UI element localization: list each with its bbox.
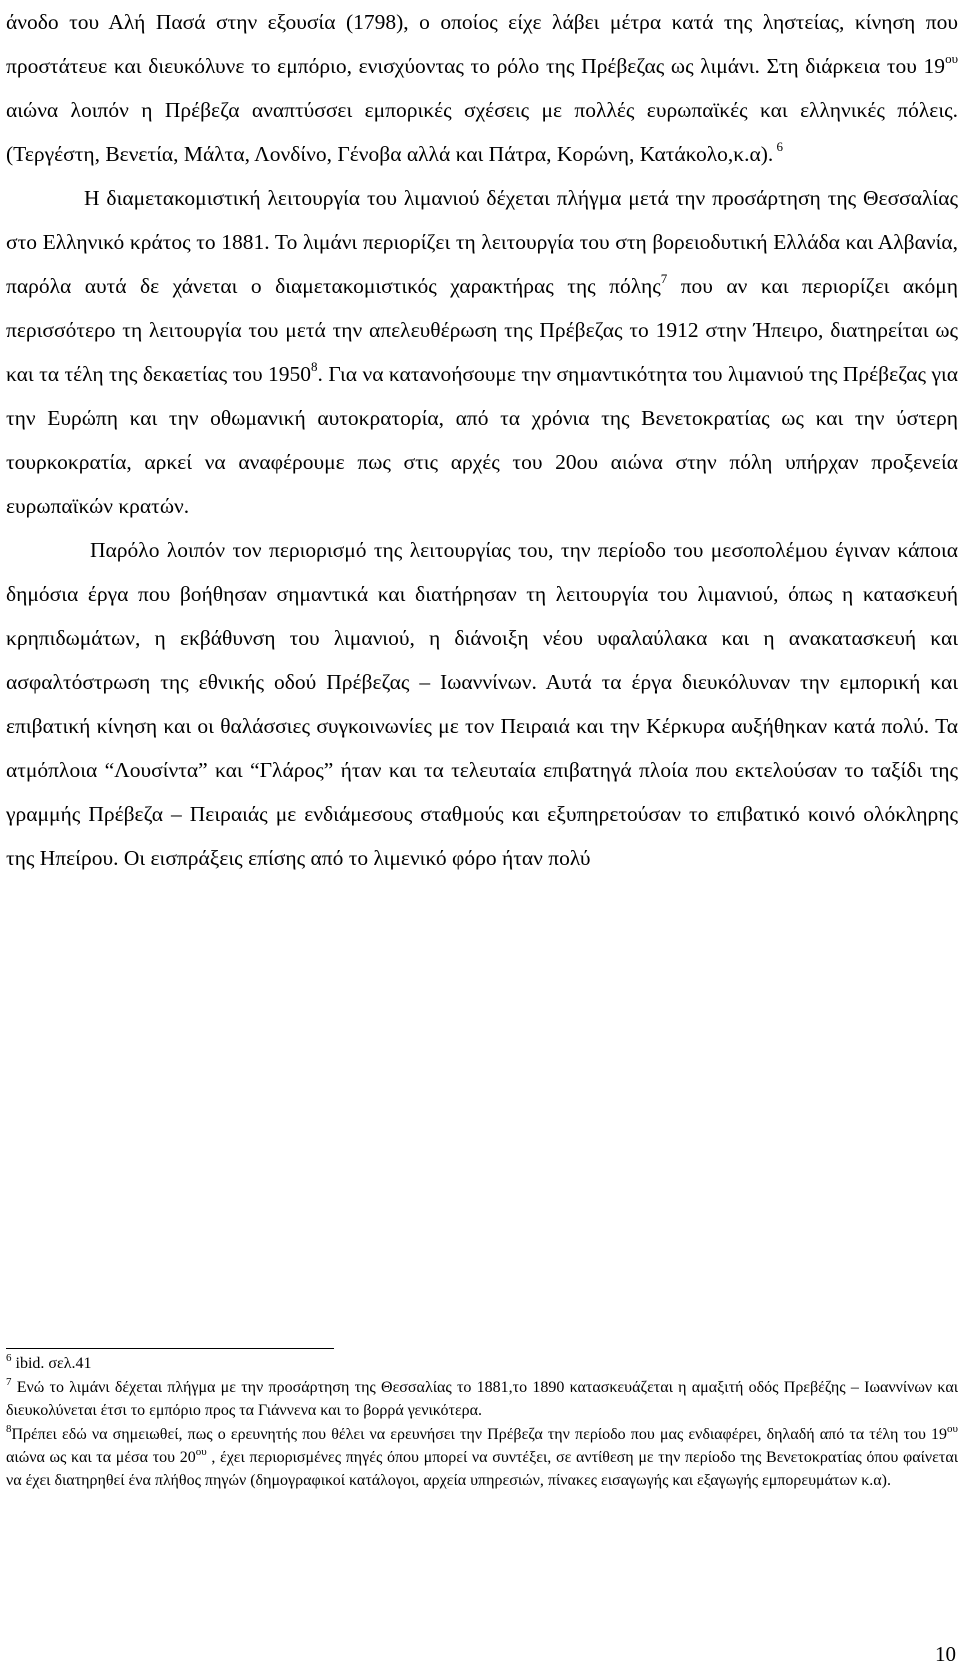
footnote-7 [6,1376,958,1422]
paragraph-2-text-a: Η διαμετακομιστική λειτουργία του λιμανιού δέχεται πλήγμα μετά την προσάρτηση της Θεσσαλίας στο Ελληνικό κράτος το 1881. Το λιμάνι περιορίζει τη λειτουργία του στη βορειοδυτική Ελλάδα και Αλβανία, παρόλα αυτά δε χάνεται ο διαμετακομιστικός χαρακτήρας της πόλης [6,186,958,298]
footnote-ref-8: 8 [311,359,318,374]
footnote-6-number: 6 [6,1352,12,1364]
paragraph-1 [6,0,958,176]
paragraph-1-text-b: αιώνα λοιπόν η Πρέβεζα αναπτύσσει εμπορικές σχέσεις με πολλές ευρωπαϊκές και ελληνικές πόλεις. (Τεργέστη, Βενετία, Μάλτα, Λονδίνο, Γένοβα αλλά και Πάτρα, Κορώνη, Κατάκολο,κ.α). [6,98,958,166]
footnote-ref-7: 7 [660,271,668,286]
paragraph-2-text-b: που αν και περιορίζει ακόμη περισσότερο τη λειτουργία του μετά την απελευθέρωση της Πρέβεζας το 1912 στην Ήπειρο, διατηρείται ως και τα τέλη της δεκαετίας του 1950 [6,274,958,386]
footnote-ref-6: 6 [773,139,784,154]
paragraph-2 [6,176,958,528]
footnote-8-superscript-2: ου [195,1446,207,1458]
footnote-8 [6,1423,958,1492]
page-number: 10 [935,1642,956,1666]
paragraph-2-text-c: . Για να κατανοήσουμε την σημαντικότητα του λιμανιού της Πρέβεζας για την Ευρώπη και την οθωμανική αυτοκρατορία, από τα χρόνια της Βενετοκρατίας ως και την ύστερη τουρκοκρατία, αρκεί να αναφέρουμε πως στις αρχές του 20ου αιώνα στην πόλη υπήρχαν προξενεία ευρωπαϊκών κρατών. [6,362,959,518]
footnote-7-text: Ενώ το λιμάνι δέχεται πλήγμα με την προσάρτηση της Θεσσαλίας το 1881,το 1890 κατασκευάζεται η αμαξιτή οδός Πρεβέζης – Ιωαννίνων και διευκολύνεται έτσι το εμπόριο προς τα Γιάννενα και το βορρά γενικότερα. [6,1379,958,1419]
footnote-8-number: 8 [6,1423,12,1435]
footnote-separator [6,1348,334,1349]
paragraph-1-text-a: άνοδο του Αλή Πασά στην εξουσία (1798), ο οποίος είχε λάβει μέτρα κατά της ληστείας, κίνηση που προστάτευε και διευκόλυνε το εμπόριο, ενισχύοντας το ρόλο της Πρέβεζας ως λιμάνι. Στη διάρκεια του 19 [6,10,958,78]
footnote-8-superscript-1: ου [947,1423,958,1435]
main-text [6,0,958,880]
footnote-8-text-b: αιώνα ως και τα μέσα του 20 [6,1449,196,1466]
footnotes [6,1352,958,1493]
footnote-6 [6,1352,958,1375]
footnote-8-text-c: , έχει περιορισμένες πηγές όπου μπορεί να συντέξει, σε αντίθεση με την περίοδο της Βενετοκρατίας όπου φαίνεται να έχει διατηρηθεί ένα πλήθος πηγών (δημογραφικοί κατάλογοι, αρχεία υπηρεσιών, πίνακες εισαγωγής και εξαγωγής εμπορευμάτων κ.α). [6,1449,958,1489]
footnote-7-number: 7 [6,1376,12,1388]
paragraph-3: Παρόλο λοιπόν τον περιορισμό της λειτουργίας του, την περίοδο του μεσοπολέμου έγιναν κάποια δημόσια έργα που βοήθησαν σημαντικά και διατήρησαν τη λειτουργία του λιμανιού, όπως η κατασκευή κρηπιδωμάτων, η εκβάθυνση του λιμανιού, η διάνοιξη νέου υφαλαύλακα και η ανακατασκευή και ασφαλτόστρωση της εθνικής οδού Πρέβεζας – Ιωαννίνων. Αυτά τα έργα διευκόλυναν την εμπορική και επιβατική κίνηση και οι θαλάσσιες συγκοινωνίες με τον Πειραιά και την Κέρκυρα αυξήθηκαν κατά πολύ. Τα ατμόπλοια “Λουσίντα” και “Γλάρος” ήταν και τα τελευταία επιβατηγά πλοία που εκτελούσαν το ταξίδι της γραμμής Πρέβεζα – Πειραιάς με ενδιάμεσους σταθμούς και εξυπηρετούσαν το επιβατικό κοινό ολόκληρης της Ηπείρου. Οι εισπράξεις επίσης από το λιμενικό φόρο ήταν πολύ [6,538,958,870]
footnote-6-text: ibid. σελ.41 [11,1355,92,1372]
footnote-8-text-a: Πρέπει εδώ να σημειωθεί, πως ο ερευνητής που θέλει να ερευνήσει την Πρέβεζα την περίοδο που μας ενδιαφέρει, δηλαδή από τα τέλη του 19 [11,1426,948,1443]
superscript-ou: ου [945,51,958,66]
